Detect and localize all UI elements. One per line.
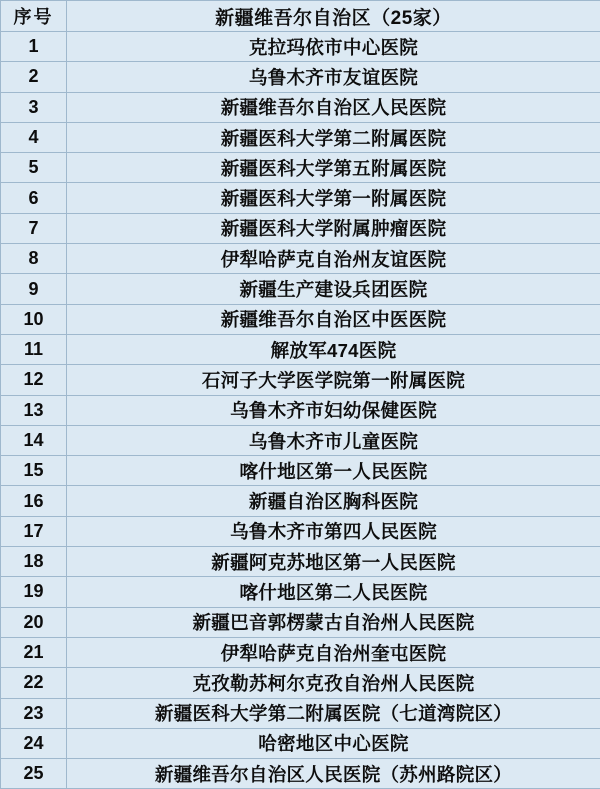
table-row (1, 607, 600, 637)
hospital-name-cell: 克孜勒苏柯尔克孜自治州人民医院 (67, 668, 600, 698)
row-index-cell: 4 (1, 122, 67, 152)
row-index-cell: 16 (1, 486, 67, 516)
table-row (1, 577, 600, 607)
hospital-name-cell: 石河子大学医学院第一附属医院 (67, 365, 600, 395)
column-header-index: 序号 (1, 1, 67, 32)
hospital-name-cell: 喀什地区第二人民医院 (67, 577, 600, 607)
table-row (1, 122, 600, 152)
table-row (1, 637, 600, 667)
row-index-cell: 6 (1, 183, 67, 213)
hospital-name-cell: 新疆阿克苏地区第一人民医院 (67, 547, 600, 577)
row-index-cell: 21 (1, 637, 67, 667)
hospital-name-cell: 乌鲁木齐市第四人民医院 (67, 516, 600, 546)
row-index-cell: 20 (1, 607, 67, 637)
row-index-cell: 11 (1, 334, 67, 364)
table-body (1, 32, 600, 789)
table-row (1, 213, 600, 243)
row-index-cell: 22 (1, 668, 67, 698)
table-row (1, 728, 600, 758)
table-row (1, 244, 600, 274)
table-row (1, 365, 600, 395)
table-header (1, 1, 600, 32)
table-row (1, 759, 600, 789)
hospital-name-cell: 新疆医科大学第二附属医院（七道湾院区） (67, 698, 600, 728)
hospital-name-cell: 乌鲁木齐市儿童医院 (67, 425, 600, 455)
hospital-name-cell: 新疆医科大学第五附属医院 (67, 153, 600, 183)
table-row (1, 32, 600, 62)
row-index-cell: 12 (1, 365, 67, 395)
row-index-cell: 24 (1, 728, 67, 758)
row-index-cell: 3 (1, 92, 67, 122)
hospital-name-cell: 新疆维吾尔自治区人民医院 (67, 92, 600, 122)
hospital-name-cell: 新疆医科大学附属肿瘤医院 (67, 213, 600, 243)
table-row (1, 62, 600, 92)
row-index-cell: 2 (1, 62, 67, 92)
row-index-cell: 15 (1, 456, 67, 486)
hospital-name-cell: 乌鲁木齐市妇幼保健医院 (67, 395, 600, 425)
row-index-cell: 25 (1, 759, 67, 789)
table-row (1, 183, 600, 213)
row-index-cell: 14 (1, 425, 67, 455)
table-header-row (1, 1, 600, 32)
hospital-name-cell: 喀什地区第一人民医院 (67, 456, 600, 486)
row-index-cell: 19 (1, 577, 67, 607)
column-header-title: 新疆维吾尔自治区（25家） (67, 1, 600, 32)
table-row (1, 425, 600, 455)
row-index-cell: 18 (1, 547, 67, 577)
hospital-name-cell: 解放军474医院 (67, 334, 600, 364)
row-index-cell: 7 (1, 213, 67, 243)
table-row (1, 547, 600, 577)
table-row (1, 516, 600, 546)
hospital-name-cell: 哈密地区中心医院 (67, 728, 600, 758)
table-row (1, 274, 600, 304)
hospital-name-cell: 伊犁哈萨克自治州友谊医院 (67, 244, 600, 274)
row-index-cell: 23 (1, 698, 67, 728)
row-index-cell: 1 (1, 32, 67, 62)
table-row (1, 486, 600, 516)
hospital-name-cell: 新疆维吾尔自治区人民医院（苏州路院区） (67, 759, 600, 789)
row-index-cell: 17 (1, 516, 67, 546)
row-index-cell: 13 (1, 395, 67, 425)
table-row (1, 395, 600, 425)
hospital-name-cell: 新疆医科大学第二附属医院 (67, 122, 600, 152)
row-index-cell: 9 (1, 274, 67, 304)
hospital-name-cell: 新疆生产建设兵团医院 (67, 274, 600, 304)
hospital-name-cell: 克拉玛依市中心医院 (67, 32, 600, 62)
row-index-cell: 8 (1, 244, 67, 274)
table-row (1, 304, 600, 334)
hospital-name-cell: 新疆医科大学第一附属医院 (67, 183, 600, 213)
table-row (1, 456, 600, 486)
row-index-cell: 10 (1, 304, 67, 334)
hospital-name-cell: 新疆自治区胸科医院 (67, 486, 600, 516)
hospital-name-cell: 伊犁哈萨克自治州奎屯医院 (67, 637, 600, 667)
table-row (1, 698, 600, 728)
table-row (1, 334, 600, 364)
row-index-cell: 5 (1, 153, 67, 183)
hospital-name-cell: 新疆巴音郭楞蒙古自治州人民医院 (67, 607, 600, 637)
hospital-name-cell: 乌鲁木齐市友谊医院 (67, 62, 600, 92)
table-row (1, 153, 600, 183)
table-row (1, 668, 600, 698)
table-row (1, 92, 600, 122)
hospital-name-cell: 新疆维吾尔自治区中医医院 (67, 304, 600, 334)
